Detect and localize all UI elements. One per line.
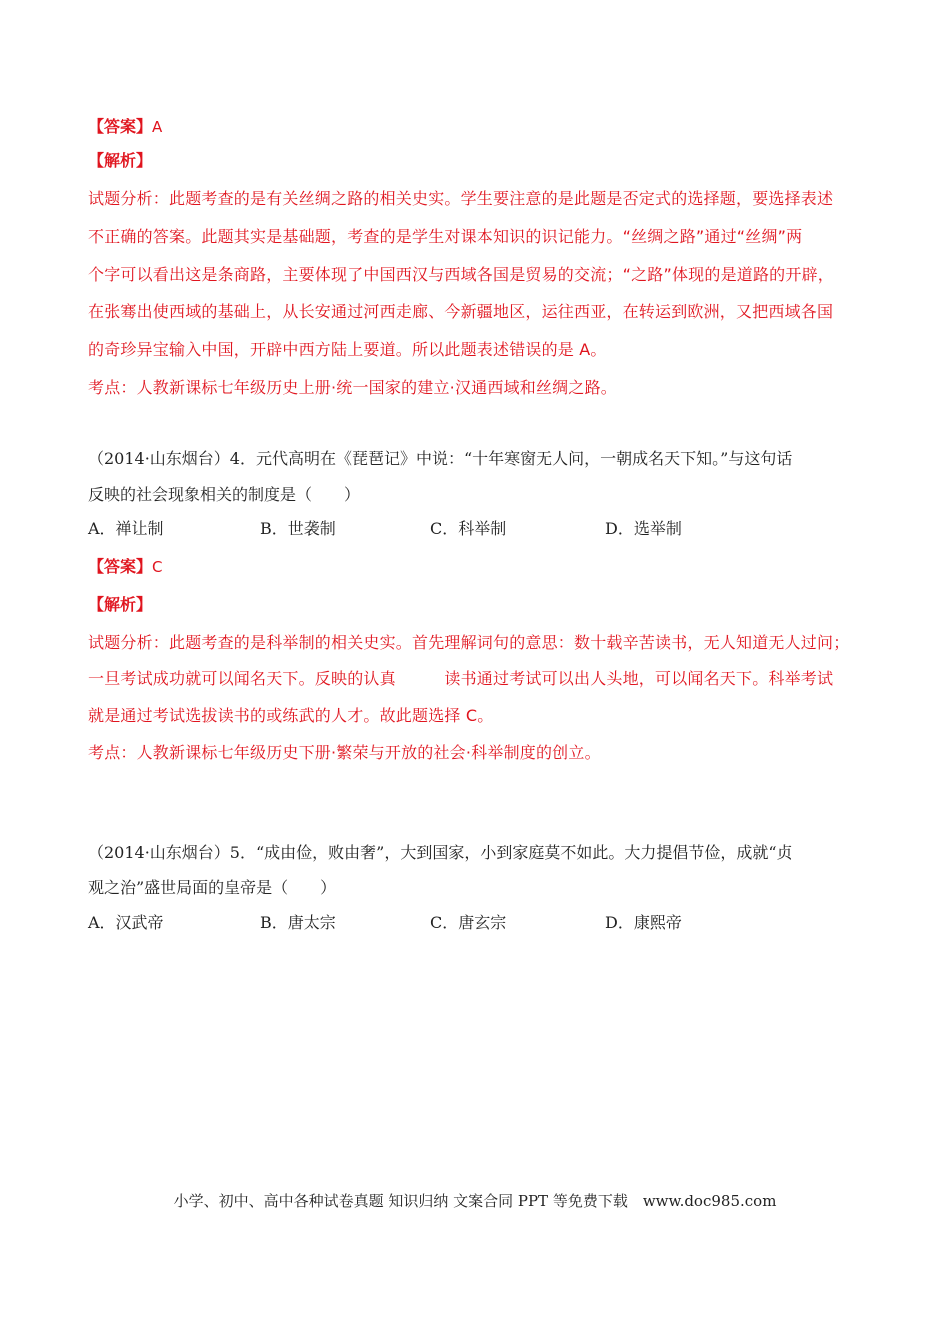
answer-tag: 【答案】 (88, 117, 153, 136)
option-c: C．唐玄宗 (430, 913, 507, 932)
option-a: A．汉武帝 (88, 913, 164, 932)
analysis-line: 在张骞出使西域的基础上，从长安通过河西走廊、今新疆地区，运往西亚，在转运到欧洲，又把西域各国 (88, 302, 834, 321)
analysis-line: 试题分析：此题考查的是有关丝绸之路的相关史实。学生要注意的是此题是否定式的选择题，要选择表述 (88, 189, 834, 208)
question-5-line: 观之治”盛世局面的皇帝是（ ） (88, 878, 337, 897)
option-b: B．世袭制 (260, 519, 336, 538)
analysis-line: 的奇珍异宝输入中国，开辟中西方陆上要道。所以此题表述错误的是 A。 (88, 340, 607, 359)
analysis-tag: 【解析】 (88, 151, 153, 170)
option-d: D．康熙帝 (605, 913, 682, 932)
question-4-line: （2014·山东烟台）4．元代高明在《琵琶记》中说：“十年寒窗无人问，一朝成名天下知。”与这句话 (88, 449, 793, 468)
page-footer: 小学、初中、高中各种试卷真题 知识归纳 文案合同 PPT 等免费下载 www.doc985.com (173, 1192, 777, 1210)
question-5-line: （2014·山东烟台）5．“成由俭，败由奢”，大到国家，小到家庭莫不如此。大力提倡节俭，成就“贞 (88, 843, 793, 862)
analysis-line: 一旦考试成功就可以闻名天下。反映的认真 读书通过考试可以出人头地，可以闻名天下。科举考试 (88, 669, 834, 688)
analysis-line: 试题分析：此题考查的是科举制的相关史实。首先理解词句的意思：数十载辛苦读书，无人知道无人过问； (88, 633, 850, 652)
answer-value: A (152, 118, 163, 136)
question-4-line: 反映的社会现象相关的制度是（ ） (88, 485, 361, 504)
option-d: D．选举制 (605, 519, 682, 538)
answer-tag: 【答案】 (88, 557, 153, 576)
option-b: B．唐太宗 (260, 913, 336, 932)
analysis-line: 就是通过考试选拔读书的或练武的人才。故此题选择 C。 (88, 706, 494, 725)
option-c: C．科举制 (430, 519, 507, 538)
answer-value: C (152, 558, 163, 576)
answer-row-4 (88, 555, 163, 579)
analysis-tag: 【解析】 (88, 595, 153, 614)
option-a: A．禅让制 (88, 519, 164, 538)
knowledge-point: 考点：人教新课标七年级历史上册·统一国家的建立·汉通西域和丝绸之路。 (88, 378, 617, 397)
answer-row-1 (88, 115, 162, 139)
analysis-line: 不正确的答案。此题其实是基础题，考查的是学生对课本知识的识记能力。“丝绸之路”通过“丝绸”两 (88, 227, 803, 246)
knowledge-point: 考点：人教新课标七年级历史下册·繁荣与开放的社会·科举制度的创立。 (88, 743, 601, 762)
analysis-line: 个字可以看出这是条商路，主要体现了中国西汉与西域各国是贸易的交流；“之路”体现的是道路的开辟， (88, 265, 834, 284)
